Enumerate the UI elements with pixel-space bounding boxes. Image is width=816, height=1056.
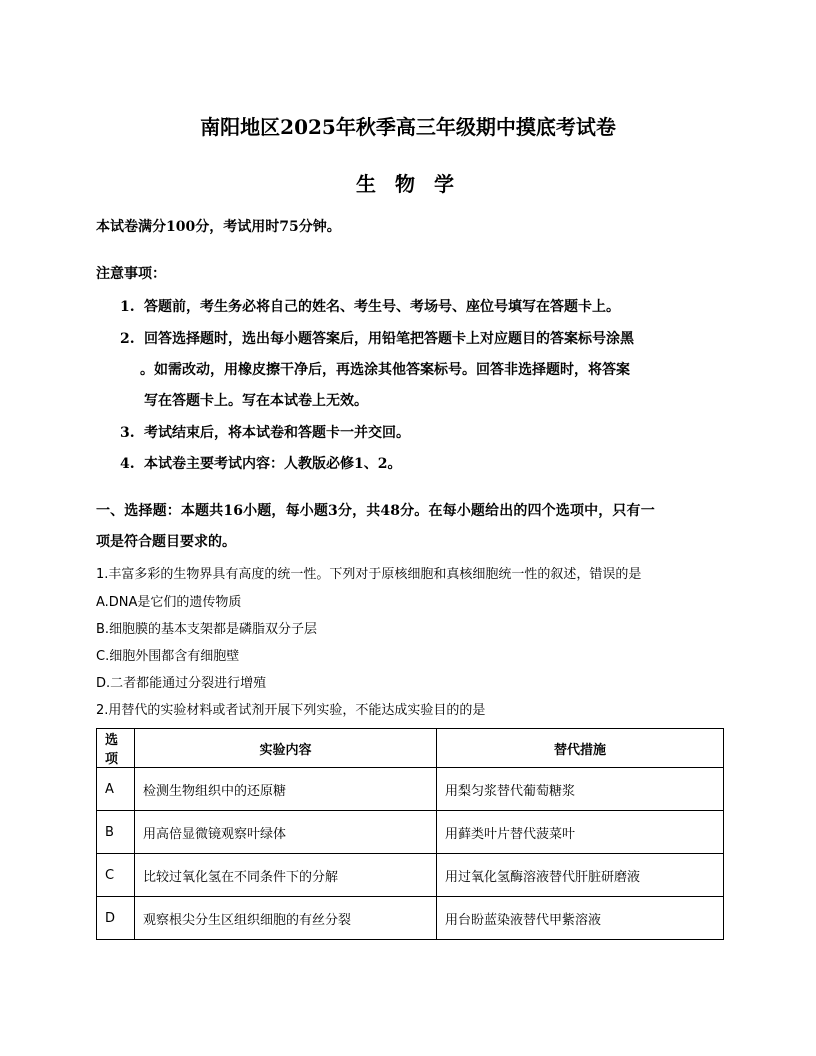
- note-text-continued: 。如需改动，用橡皮擦干净后，再选涂其他答案标号。回答非选择题时，将答案: [140, 362, 630, 378]
- note-text: 答题前，考生务必将自己的姓名、考生号、考场号、座位号填写在答题卡上。: [144, 299, 620, 315]
- note-item: [120, 423, 410, 443]
- table-cell: 用梨匀浆替代葡萄糖浆: [437, 768, 724, 811]
- table-cell: 用藓类叶片替代菠菜叶: [437, 811, 724, 854]
- notes-heading: 注意事项：: [96, 266, 166, 282]
- table-cell: C: [97, 854, 135, 897]
- table-cell: 用台盼蓝染液替代甲紫溶液: [437, 897, 724, 940]
- note-text: 回答选择题时，选出每小题答案后，用铅笔把答题卡上对应题目的答案标号涂黑: [144, 331, 634, 347]
- note-text-continued: 写在答题卡上。写在本试卷上无效。: [144, 393, 368, 409]
- table-row: [97, 811, 724, 854]
- table-cell: 用高倍显微镜观察叶绿体: [135, 811, 437, 854]
- subject-title: 生 物 学: [356, 172, 460, 196]
- note-number: 3.: [120, 425, 135, 441]
- note-item: [120, 329, 634, 349]
- note-text: 本试卷主要考试内容：人教版必修1、2。: [144, 456, 402, 472]
- question-1-stem: 1.丰富多彩的生物界具有高度的统一性。下列对于原核细胞和真核细胞统一性的叙述，错误的是: [96, 567, 642, 582]
- table-cell: 用过氧化氢酶溶液替代肝脏研磨液: [437, 854, 724, 897]
- exam-title: 南阳地区2025年秋季高三年级期中摸底考试卷: [200, 115, 616, 139]
- table-cell: 比较过氧化氢在不同条件下的分解: [135, 854, 437, 897]
- table-header-cell: 选项: [97, 729, 135, 768]
- table-cell: 检测生物组织中的还原糖: [135, 768, 437, 811]
- table-cell: A: [97, 768, 135, 811]
- note-text: 考试结束后，将本试卷和答题卡一并交回。: [144, 425, 410, 441]
- table-cell: 观察根尖分生区组织细胞的有丝分裂: [135, 897, 437, 940]
- table-cell: B: [97, 811, 135, 854]
- table-cell: D: [97, 897, 135, 940]
- table-row: [97, 897, 724, 940]
- section-heading-continued: 项是符合题目要求的。: [96, 534, 236, 550]
- note-number: 2.: [120, 331, 135, 347]
- question-1-option-b: B.细胞膜的基本支架都是磷脂双分子层: [96, 622, 318, 637]
- note-number: 4.: [120, 456, 135, 472]
- table-header-cell: 替代措施: [437, 729, 724, 768]
- question-1-option-c: C.细胞外围都含有细胞壁: [96, 649, 240, 664]
- table-row: [97, 854, 724, 897]
- table-row: [97, 768, 724, 811]
- question-1-option-a: A.DNA是它们的遗传物质: [96, 595, 242, 610]
- note-number: 1.: [120, 299, 135, 315]
- table-header-cell: 实验内容: [135, 729, 437, 768]
- exam-intro: 本试卷满分100分，考试用时75分钟。: [96, 219, 341, 235]
- note-item: [120, 297, 620, 317]
- question-1-option-d: D.二者都能通过分裂进行增殖: [96, 676, 267, 691]
- section-heading: 一、选择题：本题共16小题，每小题3分，共48分。在每小题给出的四个选项中，只有一: [96, 503, 655, 519]
- note-item: [120, 454, 401, 474]
- table-header-row: [97, 729, 724, 768]
- question-2-stem: 2.用替代的实验材料或者试剂开展下列实验，不能达成实验目的的是: [96, 703, 486, 718]
- question-2-table: [96, 728, 724, 940]
